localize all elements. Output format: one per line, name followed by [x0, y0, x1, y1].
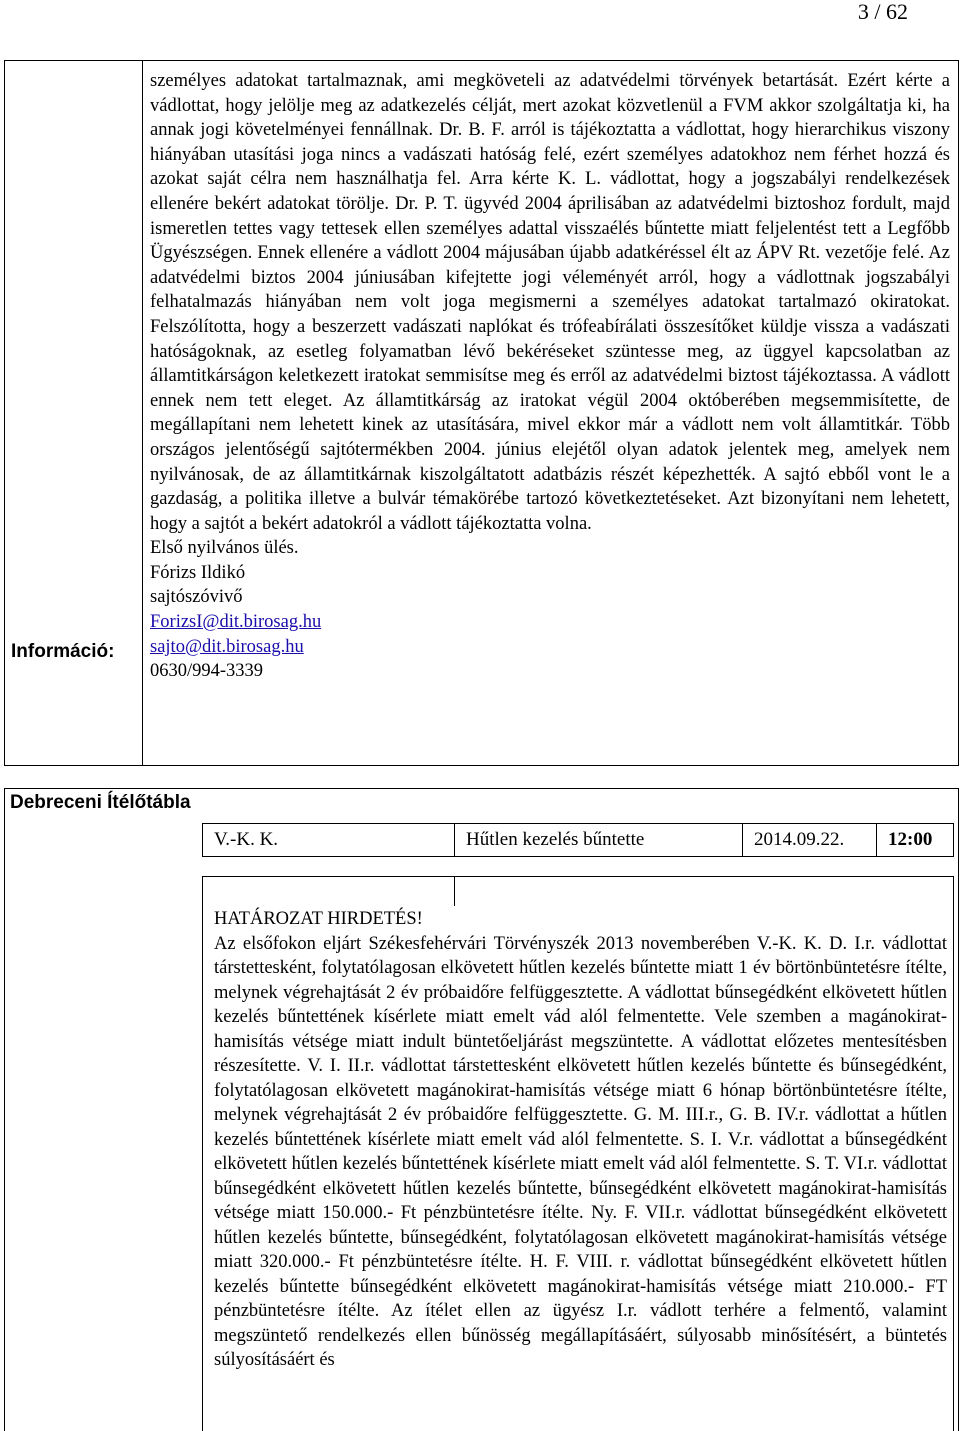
announcement [214, 907, 947, 1373]
case-paragraph: személyes adatokat tartalmaznak, ami megköveteli az adatvédelmi törvények betartását. Ezért kérte a vádlottat, hogy jelölje meg az adatkezelés célját, mert azokat közvetlenül a FVM akkor szolgáltatja ki, ha annak jogi követelményei fennállnak. Dr. B. F. arról is tájékoztatta a vádlottat, hogy hierarchikus viszony hiányában utasítási joga nincs a vadászati hatóság felé, ezért személyes adatokhoz nem férhet hozzá és azokat saját célra nem használhatja fel. Arra kérte K. L. vádlottat, hogy a jogszabályi rendelkezések ellenére bekért adatokat törölje. Dr. P. T. ügyvéd 2004 áprilisában az adatvédelmi biztoshoz fordult, majd ismeretlen tettes vagy tettesek ellen személyes adattal visszaélés bűntette miatt feljelentést tett a Legfőbb Ügyészségen. Ennek ellenére a vádlott 2004 májusában újabb adatkéréssel élt az ÁPV Rt. vezetője felé. Az adatvédelmi biztos 2004 júniusában kifejtette jogi véleményét arról, hogy a vádlottnak jogszabályi felhatalmazás hiányában nem volt joga megismerni a személyes adatokat tartalmazó okiratokat. Felszólította, hogy a beszerzett vadászati naplókat és trófeabírálati összesítőket küldje vissza a vadászati hatóságoknak, az esetleg folyamatban lévő bekéréseket szüntesse meg, az üggyel kapcsolatban az államtitkárságon keletkezett iratokat semmisítse meg és erről az adatvédelmi biztost tájékoztassa. A vádlott ennek nem tett eleget. Az államtitkárság az iratokat végül 2004 októberében megsemmisítette, de megállapítani nem lehetett kinek az utasítására, mivel ekkor már a vádlott nem volt államtitkár. Több országos jelentőségű sajtótermékben 2004. június elejétől olyan adatok jelentek meg, amelyek nem nyilvánosak, de az államtitkárnak kiszolgáltatott adatbázis részét képezhették. A sajtó ebből vont le a gazdaság, a politika illetve a bulvár témakörébe tartozó következtetéseket. Azt bizonyítani nem lehetett, hogy a sajtót a bekért adatokról a vádlott tájékoztatta volna. [150, 71, 950, 534]
contact-phone: 0630/994-3339 [150, 661, 264, 682]
info-label: Információ: [11, 641, 115, 662]
contact-role: sajtószóvivő [150, 587, 243, 608]
case-row [202, 823, 954, 857]
cell-divider [454, 877, 455, 906]
cell-divider [876, 824, 877, 856]
case-offense: Hűtlen kezelés bűntette [466, 829, 645, 850]
case-description [150, 69, 950, 684]
page-number: 3 / 62 [857, 0, 908, 24]
case-time: 12:00 [888, 829, 933, 850]
cell-divider [454, 824, 455, 856]
court-name: Debreceni Ítélőtábla [10, 792, 191, 813]
contact-block [150, 561, 950, 684]
email-link-1[interactable]: ForizsI@dit.birosag.hu [150, 612, 322, 633]
cell-divider [742, 824, 743, 856]
case-parties: V.-K. K. [214, 829, 279, 850]
email-link-2[interactable]: sajto@dit.birosag.hu [150, 636, 304, 657]
announcement-heading: HATÁROZAT HIRDETÉS! [214, 909, 423, 929]
hearing-note: Első nyilvános ülés. [150, 538, 299, 559]
contact-name: Fórizs Ildikó [150, 562, 246, 583]
case-date: 2014.09.22. [754, 829, 845, 850]
empty-row [202, 876, 954, 906]
column-divider [142, 61, 143, 765]
case-info-table [4, 60, 959, 766]
announcement-text: Az elsőfokon eljárt Székesfehérvári Törvényszék 2013 novemberében V.-K. K. D. I.r. vádlottat társtettesként, folytatólagosan elkövetett hűtlen kezelés bűntette miatt 1 év börtönbüntetésre ítélte, melynek végrehajtását 2 év próbaidőre felfüggesztette. A vádlottat bűnsegédként elkövetett hűtlen kezelés bűntettének kísérlete miatt emelt vád alól felmentette. Vele szemben a magánokirat-hamisítás vétsége miatt indult büntetőeljárást megszüntette. A vádlottat előzetes mentesítésben részesítette. V. I. II.r. vádlottat társtettesként elkövetett hűtlen kezelés bűntette és bűnsegédként, folytatólagosan elkövetett magánokirat-hamisítás vétsége miatt 6 hónap börtönbüntetésre ítélte, melynek végrehajtását 2 év próbaidőre felfüggesztette. G. M. III.r., G. B. IV.r. vádlottat a hűtlen kezelés bűntettének kísérlete miatt emelt vád alól felmentette. S. I. V.r. vádlottat a bűnsegédként elkövetett hűtlen kezelés bűntettének kísérlete miatt emelt vád alól felmentette. S. T. VI.r. vádlottat bűnsegédként elkövetett hűtlen kezelés bűntette, bűnsegédként elkövetett magánokirat-hamisítás vétsége miatt 150.000.- Ft pénzbüntetésre ítélte. Ny. F. VII.r. vádlottat bűnsegédként elkövetett hűtlen kezelés bűntette, bűnsegédként, folytatólagosan elkövetett magánokirat-hamisítás vétsége miatt 320.000.- Ft pénzbüntetésre ítélte. H. F. VIII. r. vádlottat bűnsegédként elkövetett hűtlen kezelés bűntette bűnsegédként elkövetett magánokirat-hamisítás vétsége miatt 210.000.- FT pénzbüntetésre ítélte. Az ítélet ellen az ügyész I.r. vádlott terhére a felmentő, valamint megszüntető rendelkezés ellen bűnösség megállapításáért, súlyosabb minősítésért, a büntetés súlyosításáért és [214, 933, 947, 1370]
